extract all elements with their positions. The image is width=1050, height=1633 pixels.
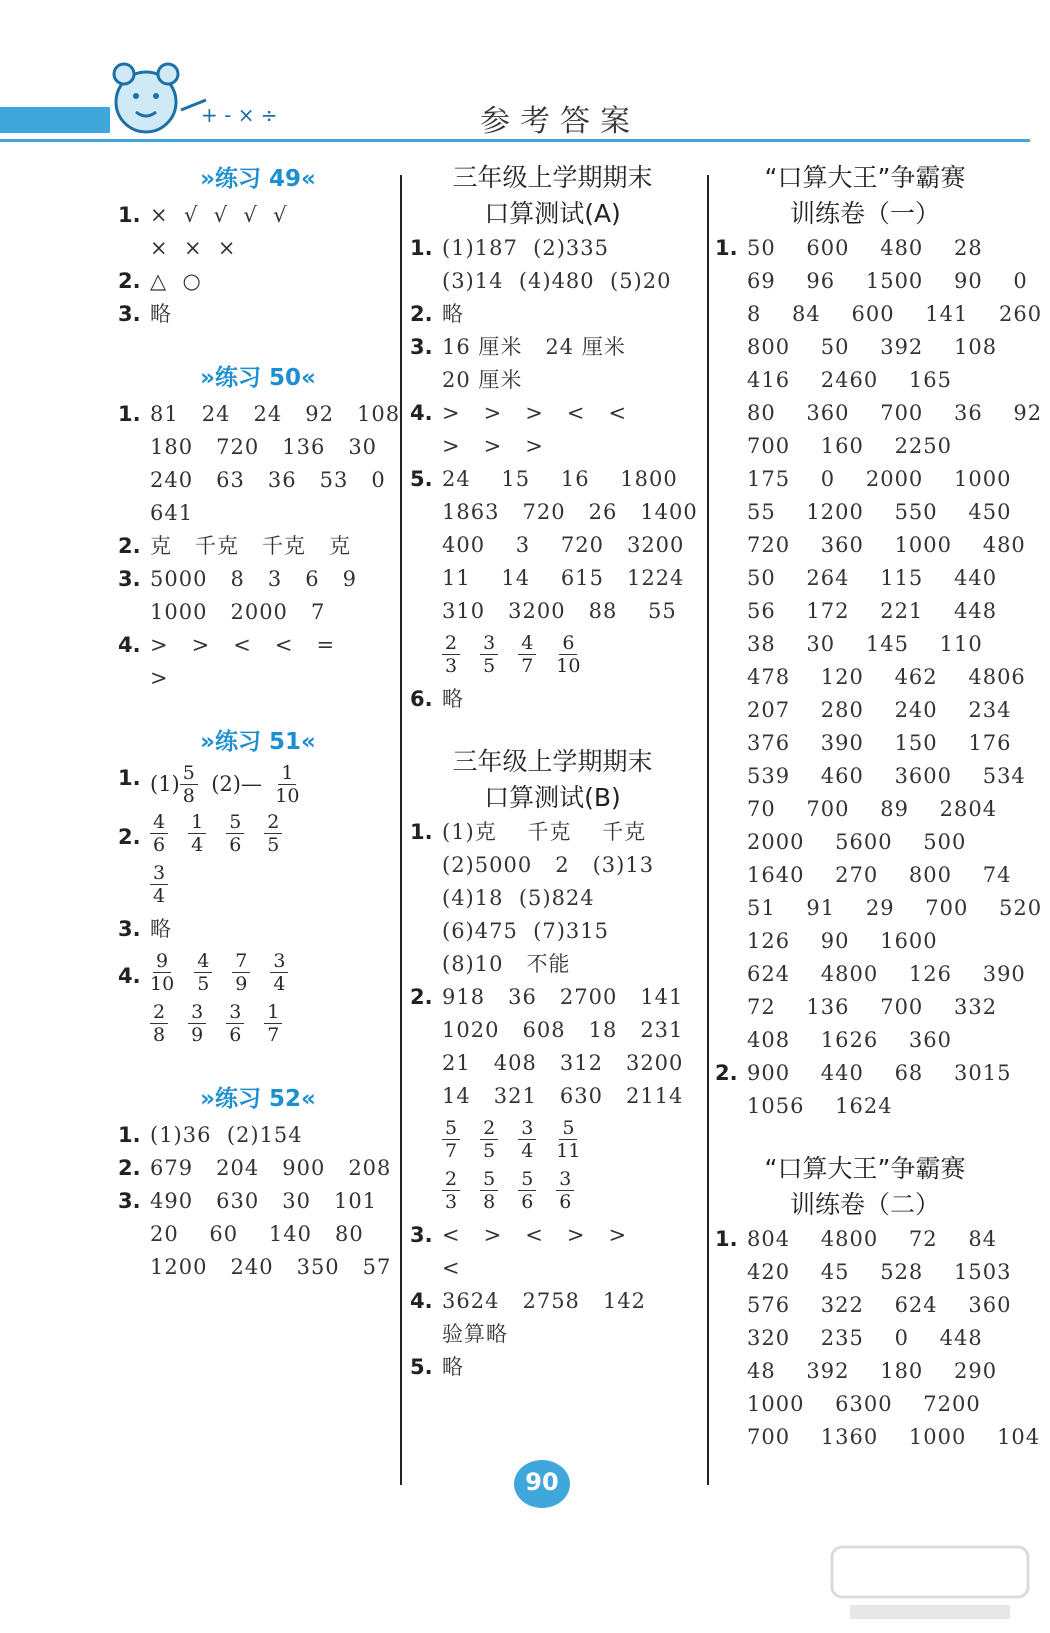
- numerator: 3: [226, 1001, 244, 1024]
- denominator: 4: [191, 834, 204, 856]
- answer-line: 2000 5600 500: [747, 830, 967, 854]
- denominator: 4: [521, 1140, 534, 1162]
- item-number: 1.: [118, 402, 141, 426]
- numerator: 3: [556, 1168, 574, 1191]
- answer-line: 38 30 145 110: [747, 632, 983, 656]
- answer-item: [118, 298, 388, 331]
- answer-item: [410, 981, 695, 1219]
- answer-line: 20 厘米: [442, 368, 523, 392]
- answer-line: 略: [442, 1355, 464, 1379]
- answer-line: 69 96 1500 90 0: [747, 269, 1028, 293]
- answer-item: [118, 530, 388, 563]
- test-subtitle: 口算测试(A): [484, 199, 621, 228]
- answer-line: 416 2460 165: [747, 368, 953, 392]
- column-divider: [400, 175, 402, 1485]
- test-subtitle: 口算测试(B): [484, 783, 621, 812]
- fraction: [442, 1117, 460, 1162]
- numerator: 2: [442, 1168, 460, 1191]
- fraction: [556, 1117, 580, 1162]
- item-number: 6.: [410, 687, 433, 711]
- denominator: 8: [153, 1024, 166, 1046]
- answer-line: > > > < <: [442, 401, 628, 425]
- answer-line: 1640 270 800 74: [747, 863, 1012, 887]
- fraction-row: [150, 862, 388, 907]
- denominator: 6: [521, 1191, 534, 1213]
- fraction: [480, 632, 498, 677]
- answer-line: (4)18 (5)824: [442, 886, 595, 910]
- item-number: 1.: [118, 766, 141, 790]
- numerator: 1: [264, 1001, 282, 1024]
- numerator: 9: [153, 950, 171, 973]
- answer-line: 1056 1624: [747, 1094, 893, 1118]
- answer-line: 56 172 221 448: [747, 599, 998, 623]
- answer-line: 克 千克 千克 克: [150, 534, 352, 558]
- item-number: 3.: [118, 917, 141, 941]
- answer-line: 70 700 89 2804: [747, 797, 998, 821]
- item-number: 5.: [410, 1355, 433, 1379]
- denominator: 4: [273, 973, 286, 995]
- answer-item: [118, 199, 388, 265]
- answer-line: 679 204 900 208: [150, 1156, 392, 1180]
- item-number: 4.: [410, 1289, 433, 1313]
- answer-line: 310 3200 88 55: [442, 599, 677, 623]
- answer-item: [410, 397, 695, 463]
- answer-line: < > < > >: [442, 1223, 628, 1247]
- answer-line: 1000 6300 7200: [747, 1392, 981, 1416]
- fraction: [226, 811, 244, 856]
- answer-line: 14 321 630 2114: [442, 1084, 684, 1108]
- answer-line: 539 460 3600 534: [747, 764, 1026, 788]
- answer-item: [118, 946, 388, 1052]
- fraction: [150, 950, 174, 995]
- denominator: 9: [235, 973, 248, 995]
- fraction: [150, 862, 168, 907]
- answer-item: [118, 1185, 392, 1284]
- numerator: 3: [518, 1117, 536, 1140]
- fraction: [226, 1001, 244, 1046]
- answer-text: (1): [150, 772, 180, 796]
- answer-line: (1)36 (2)154: [150, 1123, 303, 1147]
- answer-item: [410, 816, 695, 981]
- answer-item: [118, 265, 388, 298]
- item-number: 5.: [410, 467, 433, 491]
- answer-text: (2)—: [197, 772, 276, 796]
- item-number: 1.: [715, 1227, 738, 1251]
- answer-line: 5000 8 3 6 9: [150, 567, 357, 591]
- denominator: 7: [267, 1024, 280, 1046]
- answer-line: 700 160 2250: [747, 434, 953, 458]
- section-title: »练习 49«: [200, 166, 316, 192]
- denominator: 6: [229, 834, 242, 856]
- answer-line: 804 4800 72 84: [747, 1227, 998, 1251]
- answer-line: 48 392 180 290: [747, 1359, 998, 1383]
- test-title: “口算大王”争霸赛: [764, 163, 966, 192]
- fraction: [150, 1001, 168, 1046]
- answer-line: 490 630 30 101: [150, 1189, 378, 1213]
- answer-line: > > < < =: [150, 633, 336, 657]
- fraction: [150, 811, 168, 856]
- answer-item: [410, 298, 695, 331]
- numerator: 3: [270, 950, 288, 973]
- answer-line: 略: [150, 917, 172, 941]
- answer-item: [118, 913, 388, 946]
- denominator: 5: [197, 973, 210, 995]
- answer-column-1: [118, 160, 401, 1284]
- fraction-row: [442, 1117, 695, 1162]
- answer-item: [410, 1219, 695, 1285]
- page-number: 90: [525, 1468, 559, 1496]
- section-title: »练习 50«: [200, 365, 316, 391]
- fraction: [264, 1001, 282, 1046]
- numerator: 2: [264, 811, 282, 834]
- denominator: 11: [556, 1140, 581, 1162]
- denominator: 7: [521, 655, 534, 677]
- answer-item: [410, 331, 695, 397]
- answer-line: (1)187 (2)335: [442, 236, 610, 260]
- item-number: 2.: [715, 1061, 738, 1085]
- item-number: 2.: [118, 534, 141, 558]
- fraction-row: [150, 950, 388, 995]
- answer-line: 126 90 1600: [747, 929, 938, 953]
- page-number-badge: [514, 1460, 570, 1508]
- answer-line: 478 120 462 4806: [747, 665, 1026, 689]
- section-title: »练习 51«: [200, 729, 316, 755]
- answer-item: [118, 563, 388, 629]
- item-number: 2.: [410, 985, 433, 1009]
- item-number: 3.: [118, 567, 141, 591]
- denominator: 10: [150, 973, 175, 995]
- answer-line: (2)5000 2 (3)13: [442, 853, 655, 877]
- answer-item: [410, 232, 695, 298]
- denominator: 5: [483, 655, 496, 677]
- fraction-row: [442, 1168, 695, 1213]
- numerator: 1: [278, 762, 296, 785]
- answer-line: 900 440 68 3015: [747, 1061, 1012, 1085]
- answer-column-2: [410, 160, 698, 1384]
- numerator: 3: [480, 632, 498, 655]
- answer-line: 576 322 624 360: [747, 1293, 1012, 1317]
- answer-line: 81 24 24 92 108: [150, 402, 401, 426]
- item-number: 4.: [410, 401, 433, 425]
- numerator: 5: [480, 1168, 498, 1191]
- item-number: 1.: [118, 203, 141, 227]
- answer-item: [118, 1119, 388, 1152]
- answer-line: 24 15 16 1800: [442, 467, 678, 491]
- fraction: [556, 632, 580, 677]
- denominator: 3: [445, 1191, 458, 1213]
- fraction: [188, 811, 206, 856]
- item-number: 2.: [410, 302, 433, 326]
- numerator: 7: [232, 950, 250, 973]
- answer-line: 72 136 700 332: [747, 995, 998, 1019]
- fraction: [518, 1117, 536, 1162]
- answer-line: 641: [150, 501, 194, 525]
- answer-item: [715, 1057, 1015, 1123]
- numerator: 2: [442, 632, 460, 655]
- answer-line: 略: [442, 687, 464, 711]
- answer-line: (1)克 千克 千克: [442, 820, 647, 844]
- test-title: 三年级上学期期末: [452, 747, 653, 776]
- fraction: [194, 950, 212, 995]
- test-subtitle: 训练卷（一）: [789, 199, 940, 228]
- answer-item: [715, 1223, 1041, 1454]
- header-divider: [0, 139, 1030, 142]
- item-number: 2.: [118, 269, 141, 293]
- answer-item: [410, 1285, 695, 1351]
- numerator: 2: [480, 1117, 498, 1140]
- fraction-row: [150, 1001, 388, 1046]
- numerator: 5: [559, 1117, 577, 1140]
- answer-line: 918 36 2700 141: [442, 985, 684, 1009]
- denominator: 4: [153, 885, 166, 907]
- item-number: 4.: [118, 633, 141, 657]
- answer-line: 8 84 600 141 260: [747, 302, 1043, 326]
- answer-line: (8)10 不能: [442, 952, 571, 976]
- item-number: 3.: [118, 1189, 141, 1213]
- item-number: 2.: [118, 825, 141, 849]
- test-subtitle: 训练卷（二）: [789, 1190, 940, 1219]
- fraction: [480, 1117, 498, 1162]
- answer-line: × × ×: [150, 236, 237, 260]
- answer-line: 207 280 240 234: [747, 698, 1012, 722]
- answer-line: (6)475 (7)315: [442, 919, 610, 943]
- fraction: [556, 1168, 574, 1213]
- answer-item: [715, 232, 1043, 1057]
- denominator: 8: [182, 785, 195, 807]
- fraction: [180, 762, 198, 807]
- answer-line: 700 1360 1000 104: [747, 1425, 1041, 1449]
- denominator: 8: [483, 1191, 496, 1213]
- test-title: 三年级上学期期末: [452, 163, 653, 192]
- fraction: [480, 1168, 498, 1213]
- answer-line: 3624 2758 142: [442, 1289, 647, 1313]
- answer-item: [118, 807, 388, 913]
- numerator: 1: [188, 811, 206, 834]
- page-title: 参考答案: [480, 104, 640, 139]
- answer-line: 55 1200 550 450: [747, 500, 1012, 524]
- answer-line: 624 4800 126 390: [747, 962, 1026, 986]
- item-number: 1.: [715, 236, 738, 260]
- fraction: [518, 1168, 536, 1213]
- answer-line: 1863 720 26 1400: [442, 500, 698, 524]
- answer-line: 175 0 2000 1000: [747, 467, 1012, 491]
- numerator: 3: [188, 1001, 206, 1024]
- denominator: 3: [445, 655, 458, 677]
- denominator: 6: [153, 834, 166, 856]
- fraction: [518, 632, 536, 677]
- column-divider: [707, 175, 709, 1485]
- answer-line: 400 3 720 3200: [442, 533, 685, 557]
- denominator: 6: [229, 1024, 242, 1046]
- header-accent-bar: [0, 107, 110, 133]
- answer-line: >: [150, 666, 169, 690]
- denominator: 6: [559, 1191, 572, 1213]
- denominator: 5: [267, 834, 280, 856]
- denominator: 5: [483, 1140, 496, 1162]
- denominator: 7: [445, 1140, 458, 1162]
- fraction: [270, 950, 288, 995]
- answer-line: 略: [442, 302, 464, 326]
- test-title: “口算大王”争霸赛: [764, 1154, 966, 1183]
- answer-line: 420 45 528 1503: [747, 1260, 1012, 1284]
- answer-item: [118, 762, 388, 807]
- denominator: 10: [556, 655, 581, 677]
- answer-item: [118, 1152, 392, 1185]
- alarm-clock-mascot-icon: [96, 60, 286, 140]
- svg-text:+ - × ÷: + - × ÷: [201, 103, 278, 127]
- answer-item: [410, 1351, 695, 1384]
- item-number: 1.: [410, 236, 433, 260]
- answer-line: 50 600 480 28: [747, 236, 983, 260]
- answer-line: 80 360 700 36 92: [747, 401, 1043, 425]
- answer-line: 1020 608 18 231: [442, 1018, 684, 1042]
- page-header: [0, 0, 1050, 145]
- answer-lines: [747, 232, 1042, 1057]
- item-number: 2.: [118, 1156, 141, 1180]
- item-number: 1.: [118, 1123, 141, 1147]
- watermark-logo-icon: [830, 1545, 1030, 1625]
- answer-line: > > >: [442, 434, 544, 458]
- numerator: 3: [150, 862, 168, 885]
- fraction: [442, 632, 460, 677]
- fraction: [442, 1168, 460, 1213]
- answer-column-3: [715, 160, 1043, 1454]
- numerator: 5: [518, 1168, 536, 1191]
- answer-item: [410, 463, 698, 683]
- fraction-row: [150, 811, 388, 856]
- answer-line: 验算略: [442, 1322, 508, 1346]
- item-number: 3.: [410, 335, 433, 359]
- item-number: 1.: [410, 820, 433, 844]
- fraction: [188, 1001, 206, 1046]
- fraction-row: [442, 632, 698, 677]
- answer-line: △ ○: [150, 269, 202, 293]
- answer-line: 180 720 136 30: [150, 435, 378, 459]
- numerator: 4: [150, 811, 168, 834]
- answer-line: 1000 2000 7: [150, 600, 326, 624]
- fraction: [275, 762, 299, 807]
- denominator: 10: [275, 785, 300, 807]
- denominator: 9: [191, 1024, 204, 1046]
- answer-line: 720 360 1000 480: [747, 533, 1026, 557]
- answer-item: [410, 683, 695, 716]
- answer-line: 320 235 0 448: [747, 1326, 983, 1350]
- answer-line: 408 1626 360: [747, 1028, 953, 1052]
- answer-line: 16 厘米 24 厘米: [442, 335, 626, 359]
- section-title: »练习 52«: [200, 1086, 316, 1112]
- numerator: 4: [194, 950, 212, 973]
- answer-line: 800 50 392 108: [747, 335, 998, 359]
- numerator: 5: [180, 762, 198, 785]
- answer-line: 240 63 36 53 0: [150, 468, 386, 492]
- answer-line: 11 14 615 1224: [442, 566, 685, 590]
- answer-line: <: [442, 1256, 461, 1280]
- fraction: [264, 811, 282, 856]
- answer-item: [118, 629, 388, 695]
- item-number: 4.: [118, 964, 141, 988]
- answer-line: 1200 240 350 57: [150, 1255, 392, 1279]
- numerator: 2: [150, 1001, 168, 1024]
- item-number: 3.: [118, 302, 141, 326]
- numerator: 5: [442, 1117, 460, 1140]
- fraction: [232, 950, 250, 995]
- numerator: 6: [559, 632, 577, 655]
- answer-line: (3)14 (4)480 (5)20: [442, 269, 672, 293]
- answer-line: 376 390 150 176: [747, 731, 1012, 755]
- answer-line: 略: [150, 302, 172, 326]
- answer-lines: [747, 1223, 1040, 1454]
- numerator: 4: [518, 632, 536, 655]
- answer-line: × √ √ √ √: [150, 203, 288, 227]
- answer-line: 20 60 140 80: [150, 1222, 364, 1246]
- answer-line: 50 264 115 440: [747, 566, 998, 590]
- numerator: 5: [226, 811, 244, 834]
- item-number: 3.: [410, 1223, 433, 1247]
- answer-line: 51 91 29 700 520: [747, 896, 1043, 920]
- answer-line: 21 408 312 3200: [442, 1051, 684, 1075]
- answer-item: [118, 398, 401, 530]
